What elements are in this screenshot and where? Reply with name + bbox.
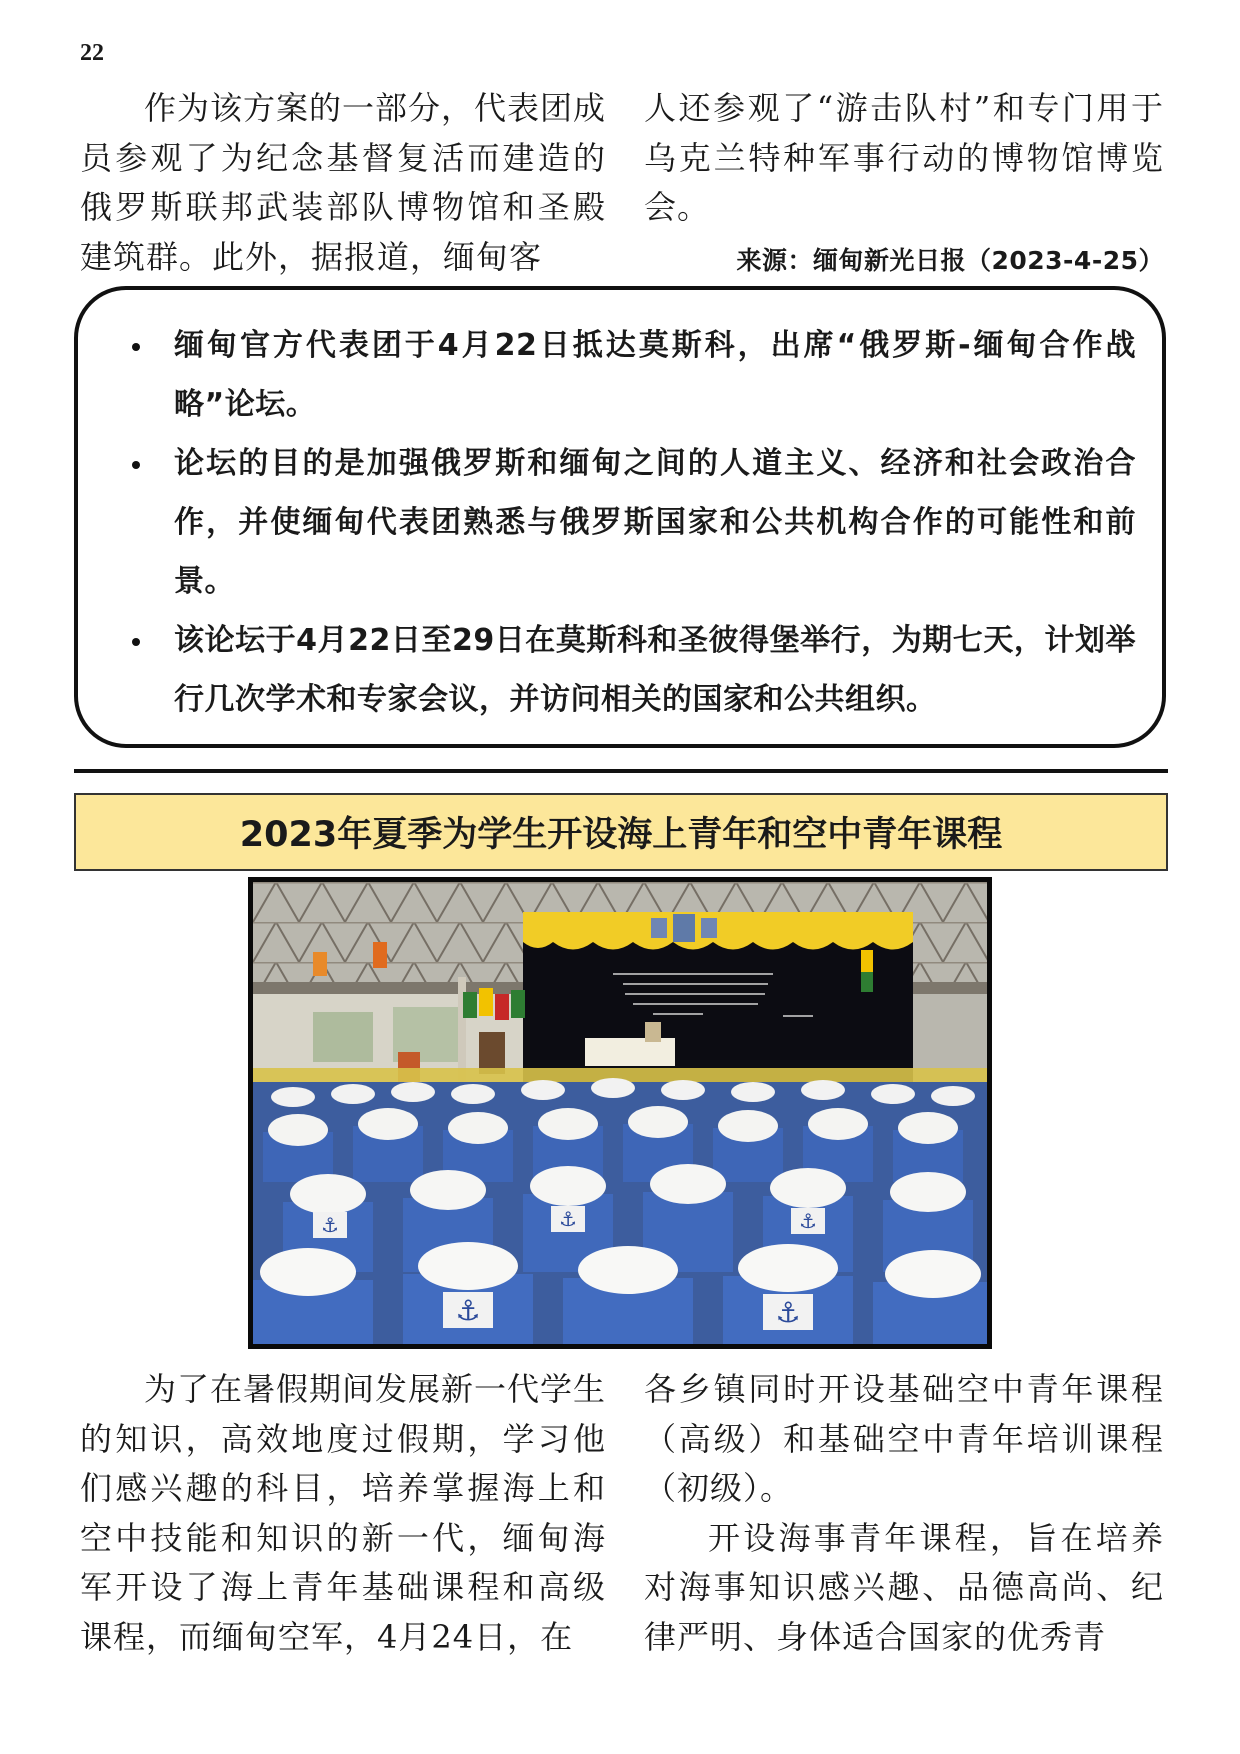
article-column-right (644, 84, 1164, 233)
summary-list (110, 316, 1136, 729)
photo-illustration (253, 882, 987, 1344)
article-column-left (80, 1365, 606, 1662)
article-source: 来源：缅甸新光日报（2023-4-25） (736, 246, 1164, 275)
news-photo (248, 877, 992, 1349)
page-number: 22 (80, 40, 104, 66)
svg-text:⚓: ⚓ (321, 1213, 339, 1237)
summary-bullet: 该论坛于4月22日至29日在莫斯科和圣彼得堡举行，为期七天，计划举行几次学术和专家会议，并访问相关的国家和公共组织。 (110, 611, 1136, 729)
article-column-left (80, 84, 606, 282)
svg-text:⚓: ⚓ (455, 1294, 481, 1327)
article-title-banner (74, 793, 1168, 871)
summary-box (74, 286, 1166, 748)
article-paragraph: 人还参观了“游击队村”和专门用于乌克兰特种军事行动的博物馆博览会。 (644, 89, 1164, 226)
article-paragraph: 开设海事青年课程，旨在培养对海事知识感兴趣、品德高尚、纪律严明、身体适合国家的优秀青 (644, 1518, 1164, 1656)
svg-text:⚓: ⚓ (799, 1209, 817, 1233)
summary-bullet: 缅甸官方代表团于4月22日抵达莫斯科，出席“俄罗斯-缅甸合作战略”论坛。 (110, 316, 1136, 434)
svg-text:⚓: ⚓ (775, 1296, 801, 1329)
svg-text:⚓: ⚓ (559, 1207, 577, 1231)
article-column-right (644, 1365, 1164, 1662)
article-paragraph: 为了在暑假期间发展新一代学生的知识，高效地度过假期，学习他们感兴趣的科目，培养掌握海上和空中技能和知识的新一代，缅甸海军开设了海上青年基础课程和高级课程，而缅甸空军，4月24日，在 (80, 1370, 607, 1656)
summary-bullet: 论坛的目的是加强俄罗斯和缅甸之间的人道主义、经济和社会政治合作，并使缅甸代表团熟悉与俄罗斯国家和公共机构合作的可能性和前景。 (110, 434, 1136, 611)
section-divider (74, 769, 1168, 773)
article-title: 2023年夏季为学生开设海上青年和空中青年课程 (239, 815, 1003, 855)
article-paragraph: 各乡镇同时开设基础空中青年课程（高级）和基础空中青年培训课程（初级）。 (644, 1370, 1164, 1507)
article-paragraph: 作为该方案的一部分，代表团成员参观了为纪念基督复活而建造的俄罗斯联邦武装部队博物馆和圣殿建筑群。此外，据报道，缅甸客 (80, 89, 607, 276)
